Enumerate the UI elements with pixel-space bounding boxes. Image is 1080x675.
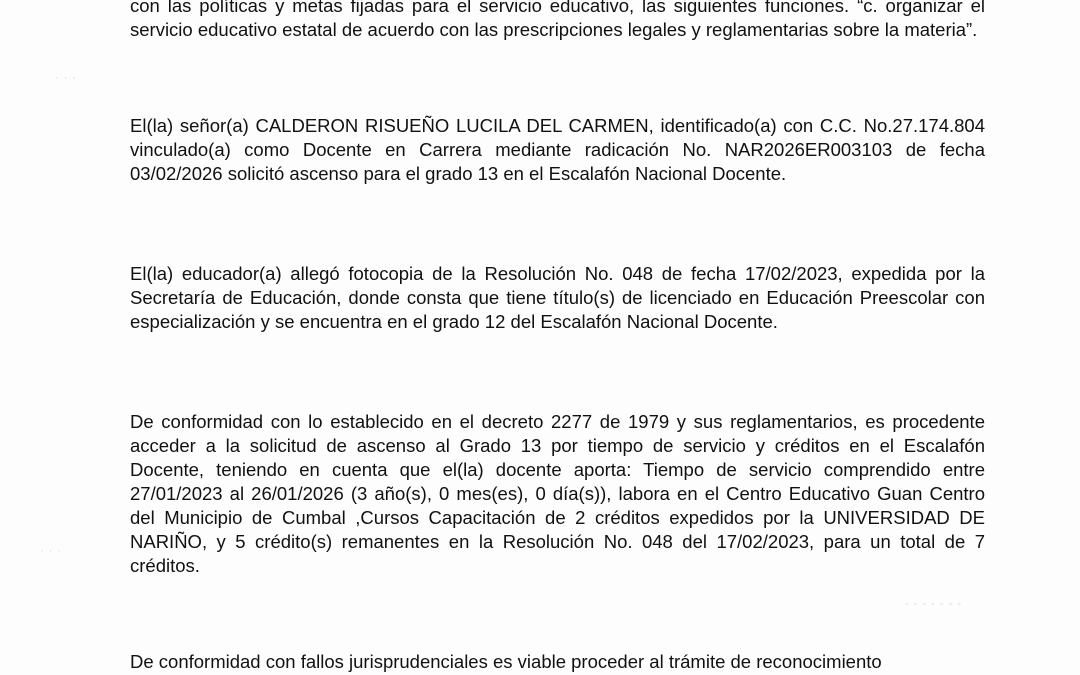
paragraph-resolution: El(la) educador(a) allegó fotocopia de la Resolución No. 048 de fecha 17/02/2023, expedida por la Secretaría de Educación, donde consta que tiene título(s) de licenciado en Educación Preescolar con especialización y se encuentra en el grado 12 del Escalafón Nacional Docente. [130, 263, 985, 332]
paragraph-functions: con las políticas y metas fijadas para el servicio educativo, las siguientes funciones. “c. organizar el servicio educativo estatal de acuerdo con las prescripciones legales y reglamentarias sobre la materia”. [130, 0, 985, 40]
paragraph-conformity: De conformidad con lo establecido en el decreto 2277 de 1979 y sus reglamentarios, es procedente acceder a la solicitud de ascenso al Grado 13 por tiempo de servicio y créditos en el Escalafón Docente, teniendo en cuenta que el(la) docente aporta: Tiempo de servicio comprendido entre 27/01/2023 al 26/01/2026 (3 año(s), 0 mes(es), 0 día(s)), labora en el Centro Educativo Guan Centro del Municipio de Cumbal ,Cursos Capacitación de 2 créditos expedidos por la UNIVERSIDAD DE NARIÑO, y 5 crédito(s) remanentes en la Resolución No. 048 del 17/02/2023, para un total de 7 créditos. [130, 411, 985, 576]
bleed-mark: · · · [40, 545, 63, 557]
bleed-mark: - - - - - - - [905, 598, 962, 610]
bleed-mark: · · · [55, 72, 78, 84]
paragraph-request: El(la) señor(a) CALDERON RISUEÑO LUCILA DEL CARMEN, identificado(a) con C.C. No.27.174.804 vinculado(a) como Docente en Carrera mediante radicación No. NAR2026ER003103 de fecha 03/02/2026 solicitó ascenso para el grado 13 en el Escalafón Nacional Docente. [130, 115, 985, 184]
paragraph-jurisprudence: De conformidad con fallos jurisprudenciales es viable proceder al trámite de reconocimiento [130, 651, 882, 672]
